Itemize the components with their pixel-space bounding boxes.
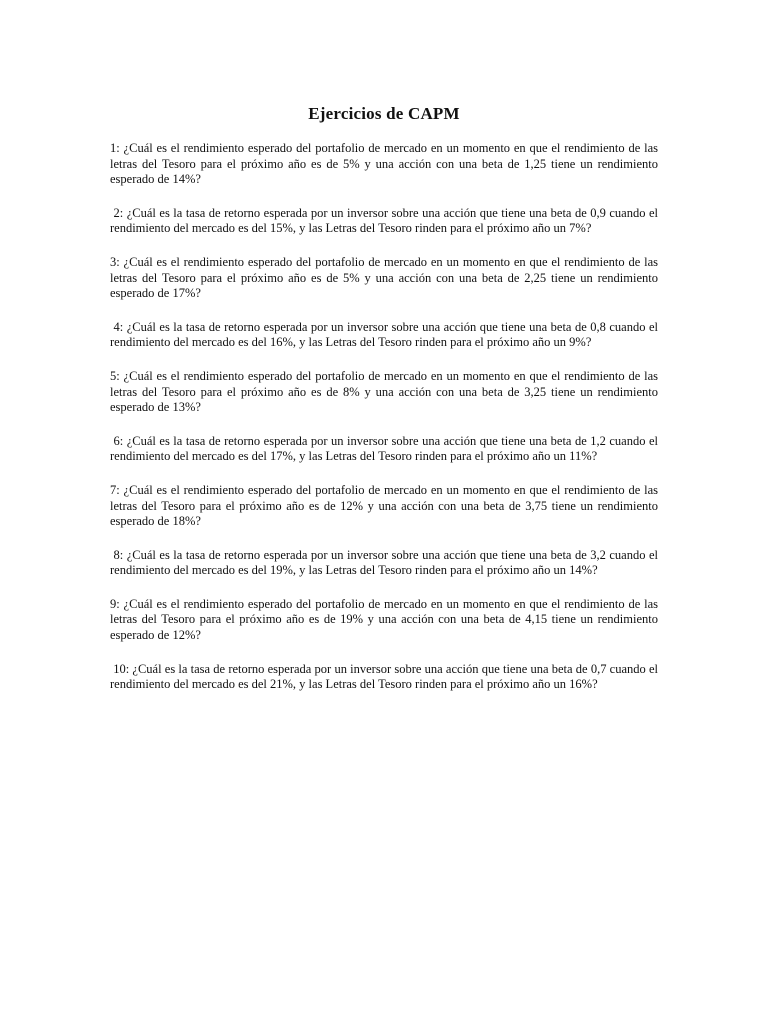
exercise-4 [110,319,662,351]
exercise-list [110,141,662,711]
exercise-6-text: 6: ¿Cuál es la tasa de retorno esperada por un inversor sobre una acción que tiene una beta de 1,2 cuando el rendimiento del mercado es del 17%, y las Letras del Tesoro rinden para el próximo año un 11%? [110,433,662,464]
exercise-9-text: 9: ¿Cuál es el rendimiento esperado del portafolio de mercado en un momento en que el rendimiento de las letras del Tesoro para el próximo año es de 19% y una acción con una beta de 4,15 tiene un rendimiento esperado de 12%? [110,596,662,643]
exercise-3 [110,254,662,302]
exercise-2-text: 2: ¿Cuál es la tasa de retorno esperada por un inversor sobre una acción que tiene una beta de 0,9 cuando el rendimiento del mercado es del 15%, y las Letras del Tesoro rinden para el próximo año un 7%? [110,205,662,236]
exercise-9 [110,596,662,644]
document-title: Ejercicios de CAPM [308,104,460,123]
exercise-6 [110,433,662,465]
exercise-8 [110,547,662,579]
exercise-5-text: 5: ¿Cuál es el rendimiento esperado del portafolio de mercado en un momento en que el rendimiento de las letras del Tesoro para el próximo año es de 8% y una acción con una beta de 3,25 tiene un rendimiento esperado de 13%? [110,368,662,415]
exercise-7 [110,482,662,530]
exercise-4-text: 4: ¿Cuál es la tasa de retorno esperada por un inversor sobre una acción que tiene una beta de 0,8 cuando el rendimiento del mercado es del 16%, y las Letras del Tesoro rinden para el próximo año un 9%? [110,319,662,350]
exercise-1 [110,141,662,188]
exercise-7-text: 7: ¿Cuál es el rendimiento esperado del portafolio de mercado en un momento en que el rendimiento de las letras del Tesoro para el próximo año es de 12% y una acción con una beta de 3,75 tiene un rendimiento esperado de 18%? [110,482,662,529]
exercise-1-text: 1: ¿Cuál es el rendimiento esperado del portafolio de mercado en un momento en que el rendimiento de las letras del Tesoro para el próximo año es de 5% y una acción con una beta de 1,25 tiene un rendimiento esperado de 14%? [110,141,662,187]
exercise-2 [110,205,662,237]
exercise-10-text: 10: ¿Cuál es la tasa de retorno esperada por un inversor sobre una acción que tiene una beta de 0,7 cuando el rendimiento del mercado es del 21%, y las Letras del Tesoro rinden para el próximo año un 16%? [110,661,662,692]
exercise-10 [110,661,662,693]
exercise-3-text: 3: ¿Cuál es el rendimiento esperado del portafolio de mercado en un momento en que el rendimiento de las letras del Tesoro para el próximo año es de 5% y una acción con una beta de 2,25 tiene un rendimiento esperado de 17%? [110,254,662,301]
exercise-5 [110,368,662,416]
exercise-8-text: 8: ¿Cuál es la tasa de retorno esperada por un inversor sobre una acción que tiene una beta de 3,2 cuando el rendimiento del mercado es del 19%, y las Letras del Tesoro rinden para el próximo año un 14%? [110,547,662,578]
